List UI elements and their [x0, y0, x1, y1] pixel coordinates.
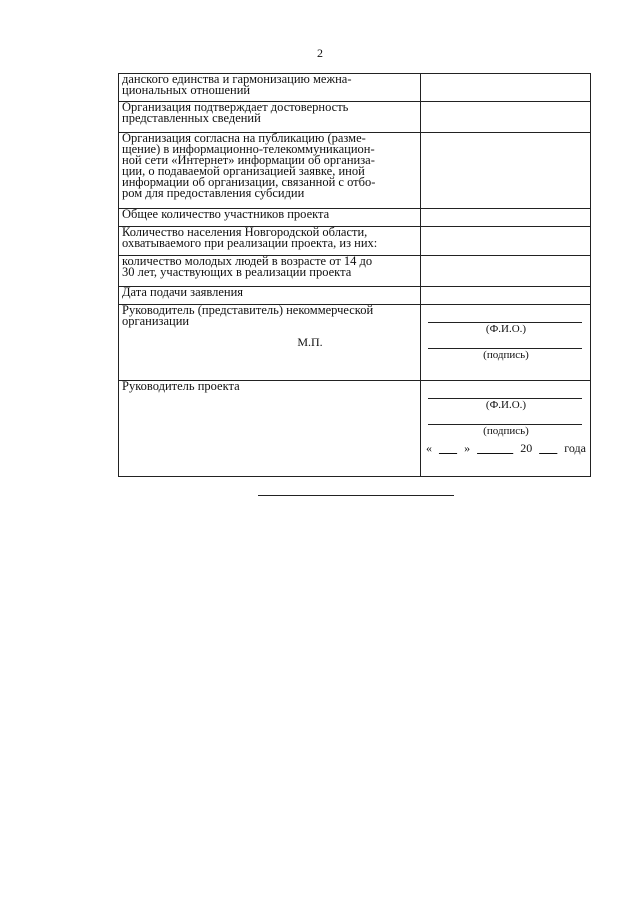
project-head-signature — [421, 381, 591, 477]
end-rule — [258, 495, 454, 496]
year-blank: ___ — [539, 441, 558, 455]
table-row — [119, 227, 591, 256]
application-form-table — [118, 73, 591, 477]
date-open-quote: « — [426, 441, 432, 455]
row-value — [421, 133, 591, 209]
row-value — [421, 227, 591, 256]
date-close-quote: » — [464, 441, 471, 455]
row-text: Количество населения Новгородской области, охватываемого при реализации проекта, из них: — [122, 225, 378, 250]
row-value — [421, 256, 591, 287]
table-row — [119, 74, 591, 102]
table-row — [119, 209, 591, 227]
project-head-text: Руководитель проекта — [122, 379, 240, 393]
row-label — [119, 209, 421, 227]
row-text: количество молодых людей в возрасте от 14 до 30 лет, участвующих в реализации проекта — [122, 254, 373, 279]
head-org-label — [119, 305, 421, 381]
signature-caption: (подпись) — [483, 349, 529, 361]
year-word: года — [564, 441, 586, 455]
stamp-placeholder: М.П. — [297, 335, 323, 349]
row-value — [421, 209, 591, 227]
row-text: данского единства и гармонизацию межна- циональных отношений — [122, 72, 352, 97]
table-row — [119, 256, 591, 287]
head-org-text: Руководитель (представитель) некоммерческой организации — [122, 303, 374, 328]
row-label — [119, 287, 421, 305]
page-number: 2 — [317, 46, 323, 60]
row-label — [119, 102, 421, 133]
row-text: Дата подачи заявления — [122, 285, 244, 299]
signature-caption: (подпись) — [483, 425, 529, 437]
row-text: Организация согласна на публикацию (разме- щение) в информационно-телекоммуникацион- ной сети «Интернет» информации об организа- ции, о подаваемой организацией заявке, иной информации об организации, связанной с отбо- ром для предоставления субсидии — [122, 131, 376, 200]
row-label — [119, 133, 421, 209]
table-row — [119, 381, 591, 477]
row-text: Общее количество участников проекта — [122, 207, 330, 221]
head-org-signature — [421, 305, 591, 381]
table-row — [119, 305, 591, 381]
day-blank: ___ — [439, 441, 458, 455]
month-blank: ______ — [477, 441, 514, 455]
row-label — [119, 74, 421, 102]
fio-caption: (Ф.И.О.) — [485, 399, 527, 411]
date-field — [424, 443, 588, 454]
row-label — [119, 256, 421, 287]
row-label — [119, 227, 421, 256]
fio-caption: (Ф.И.О.) — [485, 323, 527, 335]
row-value — [421, 74, 591, 102]
year-prefix: 20 — [520, 441, 533, 455]
table-row — [119, 133, 591, 209]
project-head-label — [119, 381, 421, 477]
row-text: Организация подтверждает достоверность представленных сведений — [122, 100, 349, 125]
table-row — [119, 102, 591, 133]
table-row — [119, 287, 591, 305]
row-value — [421, 102, 591, 133]
row-value — [421, 287, 591, 305]
